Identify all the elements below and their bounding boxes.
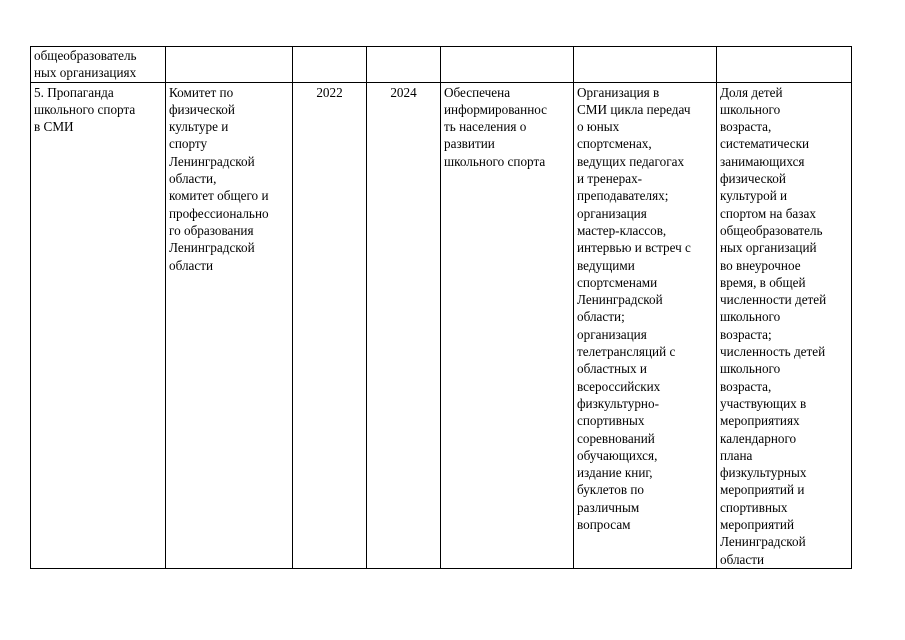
- table-row-continuation: [31, 47, 852, 83]
- table-cell: [574, 47, 717, 83]
- end-year-cell: 2024: [367, 82, 441, 568]
- measures-cell: Организация в СМИ цикла передач о юных спортсменах, ведущих педагогах и тренерах- преподавателях; организация мастер-классов, интервью и встреч с ведущими спортсменами Ленинградской области; организация телетрансляций с областных и всероссийских физкультурно- спортивных соревнований обучающихся, издание книг, буклетов по различным вопросам: [574, 82, 717, 568]
- table-cell: [293, 47, 367, 83]
- activity-cell: 5. Пропаганда школьного спорта в СМИ: [31, 82, 166, 568]
- start-year-cell: 2022: [293, 82, 367, 568]
- table-cell: [166, 47, 293, 83]
- table-cell: [717, 47, 852, 83]
- table-cell: [441, 47, 574, 83]
- indicators-cell: Доля детей школьного возраста, систематически занимающихся физической культурой и спортом на базах общеобразователь ных организаций во внеурочное время, в общей численности детей школьного возраста; численность детей школьного возраста, участвующих в мероприятиях календарного плана физкультурных мероприятий и спортивных мероприятий Ленинградской области: [717, 82, 852, 568]
- executor-cell: Комитет по физической культуре и спорту Ленинградской области, комитет общего и профессионально го образования Ленинградской области: [166, 82, 293, 568]
- program-table: [30, 46, 852, 569]
- table-cell: общеобразователь ных организациях: [31, 47, 166, 83]
- expected-result-cell: Обеспечена информированнос ть населения о развитии школьного спорта: [441, 82, 574, 568]
- table-cell: [367, 47, 441, 83]
- table-row-activity-5: [31, 82, 852, 568]
